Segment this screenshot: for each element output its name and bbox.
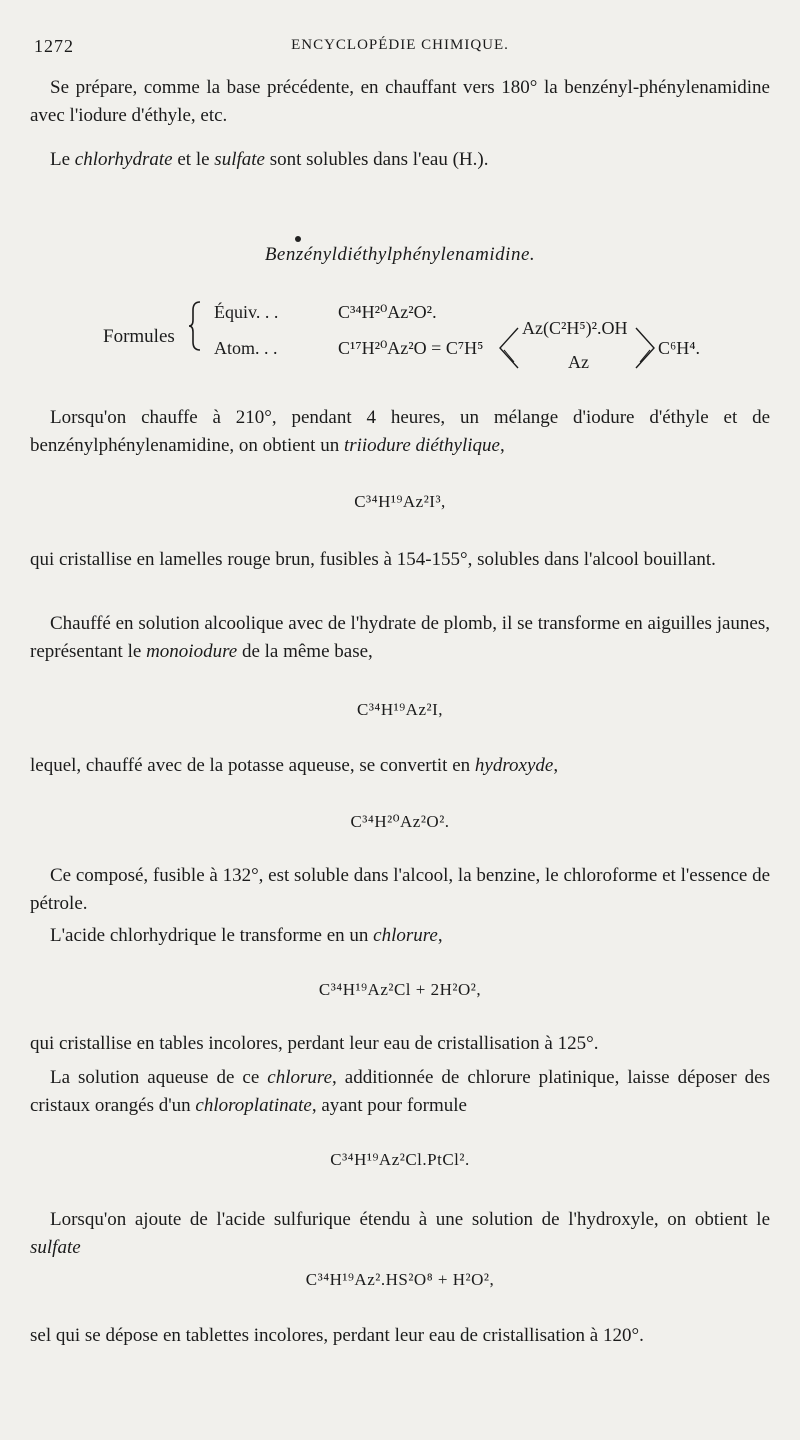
paragraph-triiodide: Lorsqu'on chauffe à 210°, pendant 4 heures, un mélange d'iodure d'éthyle et de benzénylphénylenamidine, on obtient un triiodure diéthylique, [30,407,770,456]
paragraph-sulfate: Lorsqu'on ajoute de l'acide sulfurique étendu à une solution de l'hydroxyle, on obtient le sulfate [30,1209,770,1258]
formula-hydroxide: C³⁴H²⁰Az²O². [350,812,450,831]
page-header [34,36,766,58]
paragraph-hydroxide: lequel, chauffé avec de la potasse aqueuse, se convertit en hydroxyde, [30,755,559,776]
formula-chloroplatinate: C³⁴H¹⁹Az²Cl.PtCl². [330,1150,470,1169]
paragraph-chloride: L'acide chlorhydrique le transforme en un chlorure, [50,925,443,946]
paragraph-solubility: Ce composé, fusible à 132°, est soluble dans l'alcool, la benzine, le chloroforme et l'essence de pétrole. [30,865,770,914]
paragraph-preparation: Se prépare, comme la base précédente, en chauffant vers 180° la benzényl-phénylenamidine avec l'iodure d'éthyle, etc. [30,77,770,126]
brace-symbol [188,300,202,357]
equiv-formula: C³⁴H²⁰Az²O². [338,302,437,322]
paragraph-monoiodide: Chauffé en solution alcoolique avec de l'hydrate de plomb, il se transforme en aiguilles jaunes, représentant le monoiodure de la même base, [30,613,770,662]
running-title: ENCYCLOPÉDIE CHIMIQUE. [291,37,509,53]
atom-tail: C⁶H⁴. [658,338,701,358]
formula-monoiodide: C³⁴H¹⁹Az²I, [357,700,443,719]
formula-triiodide: C³⁴H¹⁹Az²I³, [354,492,446,511]
atom-label: Atom. . . [214,338,278,358]
angle-bracket-right [634,326,658,375]
section-title: Benzényldiéthylphénylenamidine. [264,244,536,265]
paragraph-tablettes: sel qui se dépose en tablettes incolores, perdant leur eau de cristallisation à 120°. [30,1325,644,1346]
atom-group-bottom: Az [568,352,589,372]
angle-bracket-left [496,326,520,375]
atom-formula: C¹⁷H²⁰Az²O = C⁷H⁵ [338,338,484,358]
page-number: 1272 [34,36,74,56]
formula-chloride: C³⁴H¹⁹Az²Cl + 2H²O², [318,980,482,999]
paragraph-salts: Le chlorhydrate et le sulfate sont solubles dans l'eau (H.). [50,149,489,170]
formulas-label: Formules [103,326,175,347]
paragraph-chloroplatinate: La solution aqueuse de ce chlorure, additionnée de chlorure platinique, laisse déposer des cristaux orangés d'un chloroplatinate, ayant pour formule [30,1067,771,1116]
atom-group-top: Az(C²H⁵)².OH [522,318,628,338]
paragraph-lamelles: qui cristallise en lamelles rouge brun, fusibles à 154-155°, solubles dans l'alcool bouillant. [30,549,716,570]
formula-sulfate: C³⁴H¹⁹Az².HS²O⁸ + H²O², [305,1270,495,1289]
paragraph-tables: qui cristallise en tables incolores, perdant leur eau de cristallisation à 125°. [30,1033,599,1054]
separator-dot [295,236,301,242]
equiv-label: Équiv. . . [214,302,279,322]
